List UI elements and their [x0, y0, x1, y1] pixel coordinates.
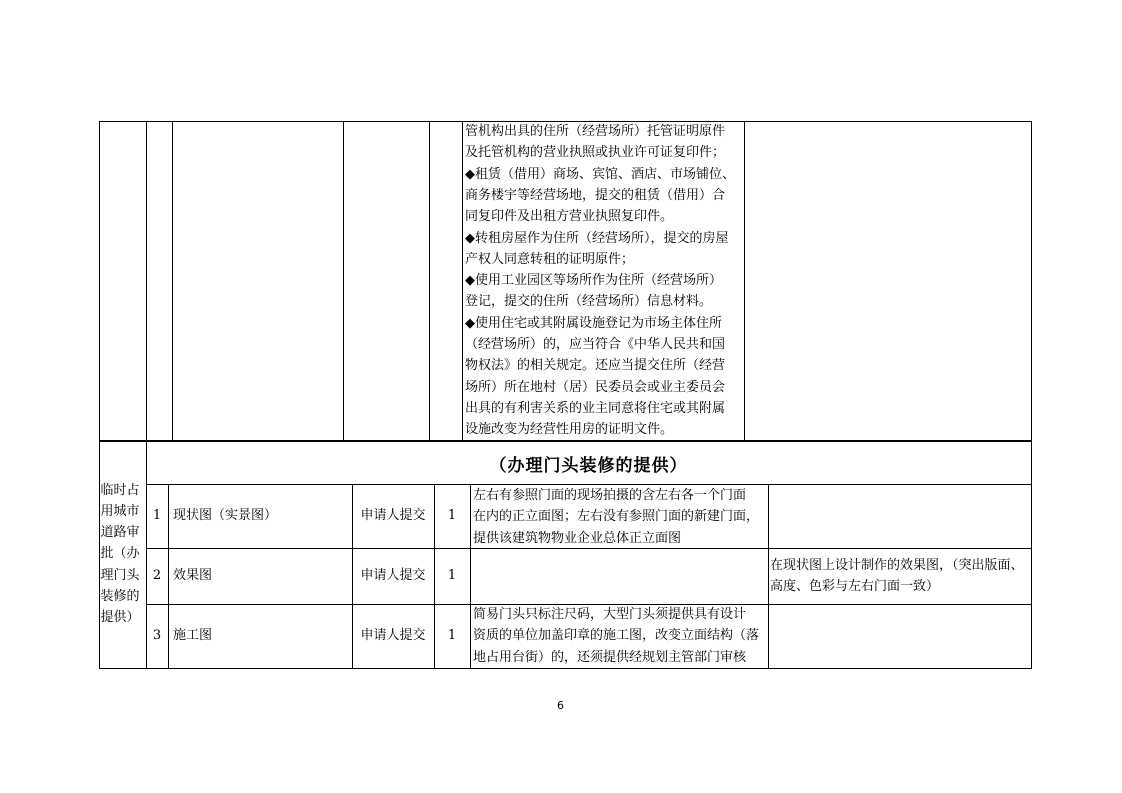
upper-col-border	[462, 121, 463, 441]
material-line: 商务楼宇等经营场地，提交的租赁（借用）合	[465, 187, 726, 203]
material-source: 申请人提交	[360, 628, 426, 644]
category-label-line: 理门头	[100, 567, 140, 583]
upper-col-border	[146, 121, 147, 441]
material-line: （经营场所）的，应当符合《中华人民共和国	[465, 337, 726, 352]
requirement-line: 资质的单位加盖印章的施工图，改变立面结构（落	[473, 628, 760, 644]
copies-count: 1	[447, 508, 457, 524]
requirement-line: 在内的正立面图；左右没有参照门面的新建门面，	[473, 509, 760, 525]
row-number: 2	[152, 568, 162, 584]
material-line: 登记，提交的住所（经营场所）信息材料。	[465, 294, 713, 310]
category-label-line: 用城市	[100, 503, 140, 519]
material-line: 产权人同意转租的证明原件；	[465, 251, 635, 267]
category-label-line: 装修的	[100, 589, 140, 604]
upper-col-border	[172, 121, 173, 441]
copies-count: 1	[447, 568, 457, 584]
requirement-line: 地占用台街）的，还须提供经规划主管部门审核	[473, 649, 747, 665]
material-line: 场所）所在地村（居）民委员会或业主委员会	[465, 379, 726, 395]
lower-col-border	[1031, 441, 1032, 669]
lower-col-border	[470, 484, 471, 669]
requirement-line: 简易门头只标注尺码，大型门头须提供具有设计	[473, 607, 747, 622]
material-source: 申请人提交	[360, 508, 426, 524]
upper-col-border	[429, 121, 430, 441]
category-label-line: 道路审	[100, 525, 140, 541]
row-number: 3	[152, 628, 162, 644]
material-source: 申请人提交	[360, 568, 426, 584]
material-line: ◆使用住宅或其附属设施登记为市场主体住所	[465, 315, 722, 331]
lower-col-border	[768, 484, 769, 669]
category-label-line: 临时占	[100, 482, 140, 498]
upper-col-border	[99, 121, 100, 441]
remark-line: 在现状图上设计制作的效果图，（突出版面、	[770, 558, 1024, 573]
material-line: 设施改变为经营性用房的证明文件。	[465, 422, 674, 438]
row-number: 1	[152, 508, 162, 524]
lower-col-border	[168, 484, 169, 669]
material-name: 施工图	[173, 628, 213, 644]
material-line: 及托管机构的营业执照或执业许可证复印件；	[465, 145, 726, 161]
material-line: ◆租赁（借用）商场、宾馆、酒店、市场铺位、	[465, 166, 735, 182]
material-name: 效果图	[173, 568, 213, 584]
upper-col-border	[343, 121, 344, 441]
material-line: ◆使用工业园区等场所作为住所（经营场所）	[465, 273, 722, 289]
material-line: 管机构出具的住所（经营场所）托管证明原件	[465, 124, 726, 139]
page-number: 6	[557, 699, 564, 712]
material-line: 同复印件及出租方营业执照复印件。	[465, 209, 674, 225]
category-label-line: 提供）	[100, 610, 140, 626]
remark-line: 高度、色彩与左右门面一致）	[770, 579, 940, 595]
copies-count: 1	[447, 628, 457, 644]
material-line: ◆转租房屋作为住所（经营场所），提交的房屋	[465, 230, 729, 246]
upper-col-border	[1031, 121, 1032, 441]
material-line: 出具的有利害关系的业主同意将住宅或其附属	[465, 400, 726, 416]
material-line: 物权法》的相关规定。还应当提交住所（经营	[465, 358, 726, 374]
category-label-line: 批（办	[100, 546, 140, 562]
requirement-line: 提供该建筑物物业企业总体正立面图	[473, 530, 682, 546]
requirement-line: 左右有参照门面的现场拍摄的含左右各一个门面	[473, 488, 747, 503]
section-title: （办理门头装修的提供）	[489, 455, 688, 476]
category-label	[99, 441, 146, 668]
material-name: 现状图（实景图）	[173, 508, 278, 524]
lower-table-bottom-border	[99, 668, 1032, 669]
upper-col-border	[744, 121, 745, 441]
